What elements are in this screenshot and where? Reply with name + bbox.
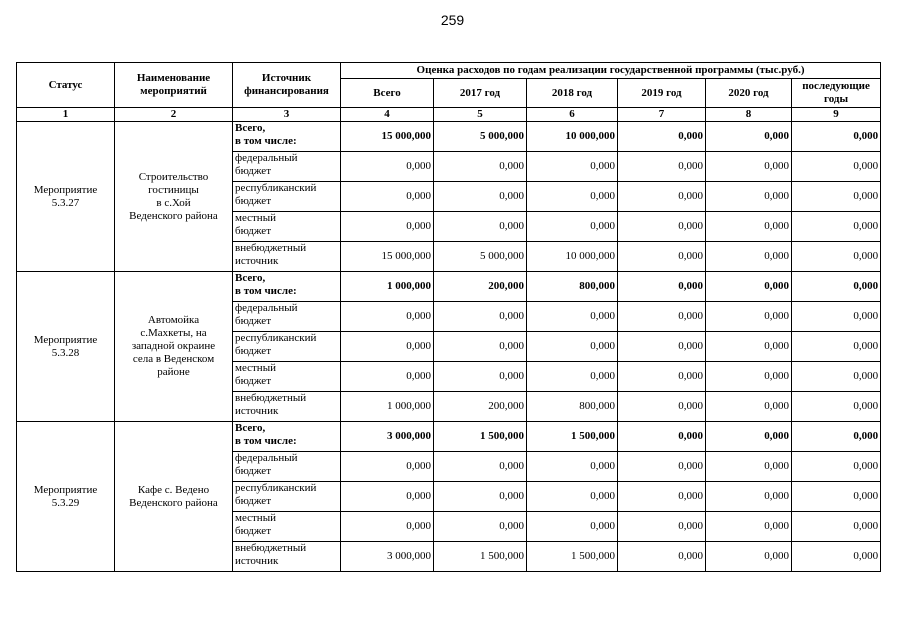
amount-cell: 0,000 <box>706 182 792 212</box>
amount-cell: 0,000 <box>341 302 434 332</box>
table-row <box>17 272 881 302</box>
amount-cell: 0,000 <box>706 332 792 362</box>
amount-cell: 0,000 <box>527 452 618 482</box>
amount-cell: 1 500,000 <box>527 542 618 572</box>
event-status: Мероприятие 5.3.28 <box>17 272 115 422</box>
amount-cell: 0,000 <box>792 542 881 572</box>
column-number-row <box>17 108 881 122</box>
amount-cell: 0,000 <box>792 362 881 392</box>
amount-cell: 5 000,000 <box>434 242 527 272</box>
amount-cell: 0,000 <box>792 152 881 182</box>
event-status: Мероприятие 5.3.29 <box>17 422 115 572</box>
amount-cell: 0,000 <box>527 302 618 332</box>
amount-cell: 800,000 <box>527 272 618 302</box>
amount-cell: 0,000 <box>618 452 706 482</box>
amount-cell: 0,000 <box>706 452 792 482</box>
amount-cell: 0,000 <box>706 242 792 272</box>
amount-cell: 0,000 <box>706 392 792 422</box>
header-source: Источник финансирования <box>233 63 341 108</box>
amount-cell: 0,000 <box>341 482 434 512</box>
amount-cell: 1 000,000 <box>341 392 434 422</box>
amount-cell: 1 500,000 <box>434 422 527 452</box>
funding-source: местный бюджет <box>233 512 341 542</box>
header-2019: 2019 год <box>618 79 706 108</box>
amount-cell: 0,000 <box>341 182 434 212</box>
event-status: Мероприятие 5.3.27 <box>17 122 115 272</box>
header-later-years: последующие годы <box>792 79 881 108</box>
column-number: 4 <box>341 108 434 122</box>
column-number: 2 <box>115 108 233 122</box>
column-number: 8 <box>706 108 792 122</box>
amount-cell: 0,000 <box>341 152 434 182</box>
amount-cell: 0,000 <box>527 362 618 392</box>
amount-cell: 0,000 <box>527 182 618 212</box>
table-body <box>17 122 881 572</box>
amount-cell: 0,000 <box>792 242 881 272</box>
amount-cell: 0,000 <box>434 152 527 182</box>
amount-cell: 0,000 <box>792 482 881 512</box>
amount-cell: 0,000 <box>618 302 706 332</box>
table-row <box>17 122 881 152</box>
funding-source: республиканский бюджет <box>233 482 341 512</box>
amount-cell: 0,000 <box>706 302 792 332</box>
amount-cell: 0,000 <box>618 122 706 152</box>
table-row <box>17 422 881 452</box>
amount-cell: 0,000 <box>792 302 881 332</box>
amount-cell: 0,000 <box>434 212 527 242</box>
funding-source: федеральный бюджет <box>233 302 341 332</box>
amount-cell: 0,000 <box>792 422 881 452</box>
amount-cell: 0,000 <box>527 152 618 182</box>
header-2017: 2017 год <box>434 79 527 108</box>
funding-source-total: Всего, в том числе: <box>233 272 341 302</box>
amount-cell: 0,000 <box>792 332 881 362</box>
amount-cell: 0,000 <box>792 212 881 242</box>
amount-cell: 0,000 <box>706 362 792 392</box>
amount-cell: 15 000,000 <box>341 122 434 152</box>
amount-cell: 10 000,000 <box>527 242 618 272</box>
amount-cell: 0,000 <box>706 272 792 302</box>
amount-cell: 0,000 <box>792 122 881 152</box>
amount-cell: 0,000 <box>618 392 706 422</box>
funding-source: республиканский бюджет <box>233 332 341 362</box>
amount-cell: 200,000 <box>434 272 527 302</box>
amount-cell: 200,000 <box>434 392 527 422</box>
amount-cell: 0,000 <box>706 482 792 512</box>
amount-cell: 0,000 <box>792 392 881 422</box>
funding-source: местный бюджет <box>233 212 341 242</box>
amount-cell: 0,000 <box>618 422 706 452</box>
amount-cell: 3 000,000 <box>341 542 434 572</box>
amount-cell: 0,000 <box>618 332 706 362</box>
amount-cell: 0,000 <box>706 212 792 242</box>
amount-cell: 0,000 <box>792 452 881 482</box>
header-2018: 2018 год <box>527 79 618 108</box>
amount-cell: 0,000 <box>706 512 792 542</box>
amount-cell: 0,000 <box>341 512 434 542</box>
page-number: 259 <box>440 12 465 28</box>
header-2020: 2020 год <box>706 79 792 108</box>
amount-cell: 0,000 <box>706 122 792 152</box>
event-name: Строительство гостиницы в с.Хой Веденского района <box>115 122 233 272</box>
amount-cell: 0,000 <box>434 302 527 332</box>
amount-cell: 0,000 <box>618 512 706 542</box>
amount-cell: 0,000 <box>618 182 706 212</box>
amount-cell: 800,000 <box>527 392 618 422</box>
amount-cell: 0,000 <box>618 362 706 392</box>
column-number: 9 <box>792 108 881 122</box>
amount-cell: 1 500,000 <box>434 542 527 572</box>
amount-cell: 0,000 <box>434 452 527 482</box>
column-number: 7 <box>618 108 706 122</box>
amount-cell: 0,000 <box>527 512 618 542</box>
amount-cell: 0,000 <box>527 332 618 362</box>
header-status: Статус <box>17 63 115 108</box>
funding-source: внебюджетный источник <box>233 242 341 272</box>
amount-cell: 0,000 <box>618 152 706 182</box>
amount-cell: 3 000,000 <box>341 422 434 452</box>
funding-source: внебюджетный источник <box>233 392 341 422</box>
funding-source: федеральный бюджет <box>233 452 341 482</box>
amount-cell: 0,000 <box>706 422 792 452</box>
amount-cell: 0,000 <box>341 362 434 392</box>
amount-cell: 1 000,000 <box>341 272 434 302</box>
event-name: Автомойка с.Махкеты, на западной окраине села в Веденском районе <box>115 272 233 422</box>
funding-source: республиканский бюджет <box>233 182 341 212</box>
amount-cell: 0,000 <box>618 542 706 572</box>
funding-source: местный бюджет <box>233 362 341 392</box>
amount-cell: 0,000 <box>706 152 792 182</box>
amount-cell: 0,000 <box>618 482 706 512</box>
amount-cell: 0,000 <box>792 272 881 302</box>
amount-cell: 0,000 <box>434 482 527 512</box>
amount-cell: 0,000 <box>341 452 434 482</box>
amount-cell: 0,000 <box>434 512 527 542</box>
funding-source-total: Всего, в том числе: <box>233 122 341 152</box>
event-name: Кафе с. Ведено Веденского района <box>115 422 233 572</box>
amount-cell: 5 000,000 <box>434 122 527 152</box>
column-number: 5 <box>434 108 527 122</box>
header-event-name: Наименование мероприятий <box>115 63 233 108</box>
funding-source-total: Всего, в том числе: <box>233 422 341 452</box>
amount-cell: 0,000 <box>706 542 792 572</box>
amount-cell: 0,000 <box>618 242 706 272</box>
amount-cell: 0,000 <box>792 182 881 212</box>
amount-cell: 10 000,000 <box>527 122 618 152</box>
amount-cell: 0,000 <box>527 212 618 242</box>
funding-source: внебюджетный источник <box>233 542 341 572</box>
column-number: 6 <box>527 108 618 122</box>
budget-table <box>16 62 881 572</box>
amount-cell: 0,000 <box>434 332 527 362</box>
header-cost-estimate-group: Оценка расходов по годам реализации государственной программы (тыс.руб.) <box>341 63 881 79</box>
amount-cell: 0,000 <box>341 332 434 362</box>
column-number: 3 <box>233 108 341 122</box>
amount-cell: 15 000,000 <box>341 242 434 272</box>
column-number: 1 <box>17 108 115 122</box>
amount-cell: 0,000 <box>341 212 434 242</box>
funding-source: федеральный бюджет <box>233 152 341 182</box>
amount-cell: 0,000 <box>792 512 881 542</box>
amount-cell: 1 500,000 <box>527 422 618 452</box>
amount-cell: 0,000 <box>527 482 618 512</box>
amount-cell: 0,000 <box>618 272 706 302</box>
amount-cell: 0,000 <box>434 362 527 392</box>
amount-cell: 0,000 <box>434 182 527 212</box>
amount-cell: 0,000 <box>618 212 706 242</box>
header-total: Всего <box>341 79 434 108</box>
